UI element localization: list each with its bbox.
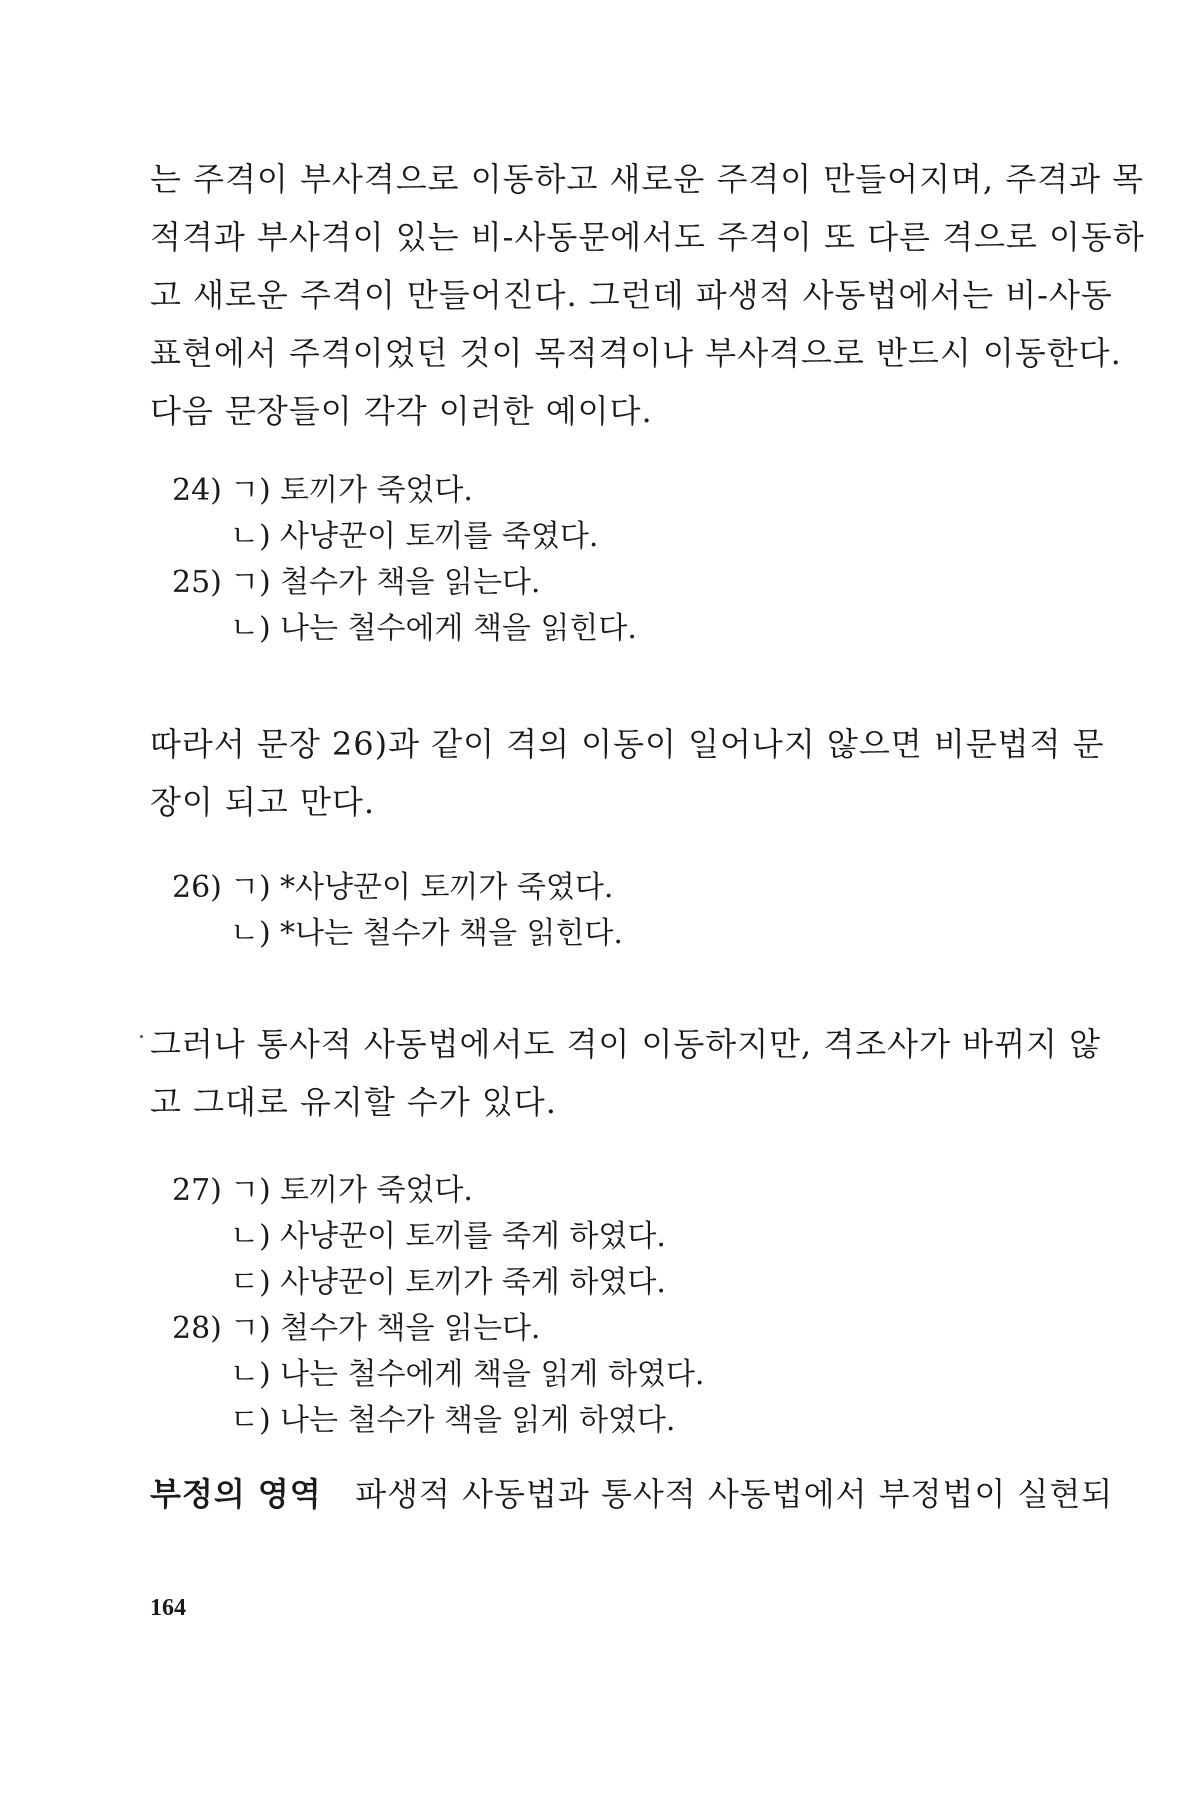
example-row	[172, 865, 1032, 911]
example-row	[172, 1260, 1032, 1306]
example-sentence: *나는 철수가 책을 읽힌다.	[280, 916, 623, 951]
example-number: 27)	[172, 1173, 222, 1208]
example-list-26	[172, 865, 1032, 957]
example-row	[172, 1398, 1032, 1444]
example-marker: ㄷ)	[230, 1403, 271, 1438]
example-marker: ㄱ)	[230, 473, 271, 508]
example-row	[172, 606, 1032, 652]
example-sentence: 철수가 책을 읽는다.	[280, 565, 541, 600]
section-text: 파생적 사동법과 통사적 사동법에서 부정법이 실현되	[355, 1475, 1114, 1513]
example-number: 25)	[172, 565, 222, 600]
example-list-27-28	[172, 1168, 1032, 1444]
paragraph-line: 고 새로운 주격이 만들어진다. 그런데 파생적 사동법에서는 비-사동	[150, 276, 1113, 314]
paragraph-line: 다음 문장들이 각각 이러한 예이다.	[150, 392, 653, 430]
paragraph-line: 따라서 문장 26)과 같이 격의 이동이 일어나지 않으면 비문법적 문	[150, 725, 1105, 763]
example-row	[172, 1306, 1032, 1352]
example-marker: ㄴ)	[230, 611, 271, 646]
paragraph-line: 표현에서 주격이었던 것이 목적격이나 부사격으로 반드시 이동한다.	[150, 334, 1122, 372]
example-list-24-25	[172, 468, 1032, 652]
section-paragraph	[150, 1465, 1114, 1523]
example-row	[172, 911, 1032, 957]
example-marker: ㄴ)	[230, 916, 271, 951]
example-sentence: 사냥꾼이 토끼를 죽게 하였다.	[280, 1219, 666, 1254]
example-sentence: 나는 철수가 책을 읽게 하였다.	[280, 1403, 676, 1438]
example-sentence: 사냥꾼이 토끼를 죽였다.	[280, 519, 599, 554]
paragraph-2	[150, 715, 1105, 831]
example-marker: ㄴ)	[230, 1357, 271, 1392]
example-sentence: 나는 철수에게 책을 읽게 하였다.	[280, 1357, 705, 1392]
paragraph-line: 그러나 통사적 사동법에서도 격이 이동하지만, 격조사가 바뀌지 않	[150, 1025, 1102, 1063]
example-sentence: 사냥꾼이 토끼가 죽게 하였다.	[280, 1265, 666, 1300]
example-row	[172, 1168, 1032, 1214]
paragraph-line: 고 그대로 유지할 수가 있다.	[150, 1083, 557, 1121]
example-number: 28)	[172, 1311, 222, 1346]
example-marker: ㄴ)	[230, 519, 271, 554]
example-marker: ㄱ)	[230, 1173, 271, 1208]
example-marker: ㄱ)	[230, 870, 271, 905]
example-sentence: 철수가 책을 읽는다.	[280, 1311, 541, 1346]
section-line	[150, 1465, 1114, 1523]
paragraph-3	[150, 1015, 1102, 1131]
example-number: 26)	[172, 870, 222, 905]
paragraph-line: 는 주격이 부사격으로 이동하고 새로운 주격이 만들어지며, 주격과 목	[150, 160, 1145, 198]
example-marker: ㄷ)	[230, 1265, 271, 1300]
example-sentence: *사냥꾼이 토끼가 죽였다.	[280, 870, 614, 905]
paragraph-line: 장이 되고 만다.	[150, 783, 375, 821]
example-sentence: 나는 철수에게 책을 읽힌다.	[280, 611, 637, 646]
example-row	[172, 1352, 1032, 1398]
paragraph-line: 적격과 부사격이 있는 비-사동문에서도 주격이 또 다른 격으로 이동하	[150, 218, 1145, 256]
example-marker: ㄱ)	[230, 1311, 271, 1346]
example-marker: ㄴ)	[230, 1219, 271, 1254]
example-number: 24)	[172, 473, 222, 508]
example-row	[172, 560, 1032, 606]
example-marker: ㄱ)	[230, 565, 271, 600]
example-row	[172, 468, 1032, 514]
example-row	[172, 1214, 1032, 1260]
section-heading: 부정의 영역	[150, 1475, 322, 1513]
example-row	[172, 514, 1032, 560]
page-number: 164	[150, 1595, 186, 1621]
paragraph-1	[150, 150, 1145, 440]
scan-speck	[140, 1035, 143, 1038]
example-sentence: 토끼가 죽었다.	[280, 1173, 473, 1208]
example-sentence: 토끼가 죽었다.	[280, 473, 473, 508]
